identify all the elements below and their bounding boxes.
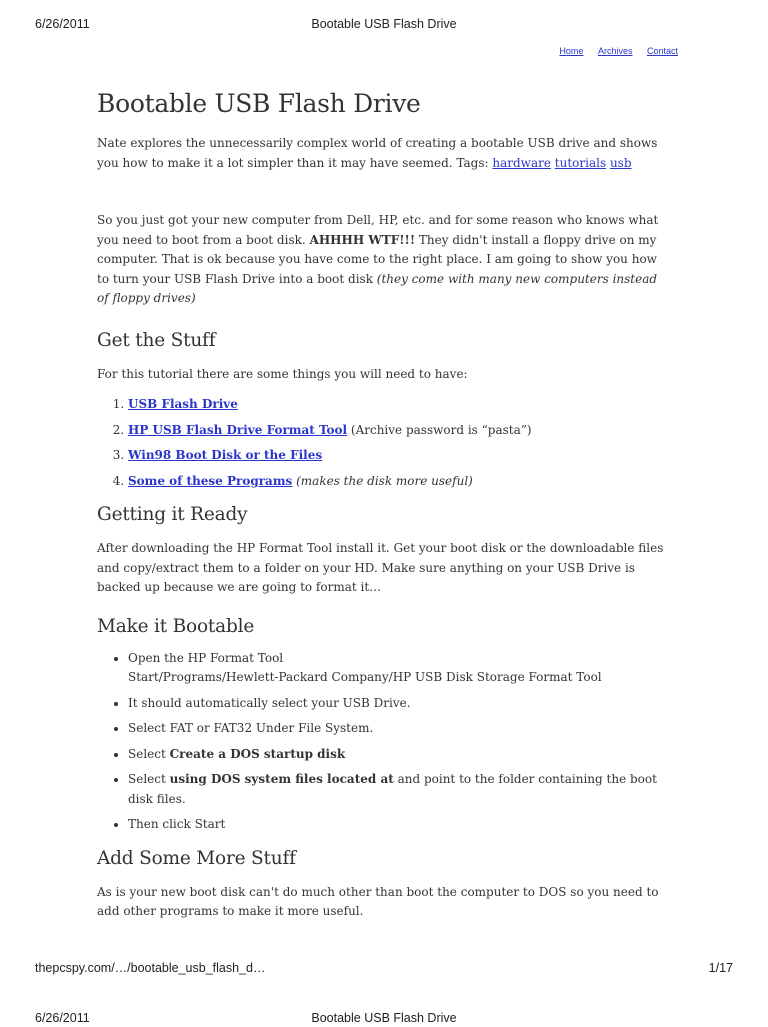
stuff-intro: For this tutorial there are some things you will need to have: bbox=[97, 366, 468, 381]
nav-home-link[interactable]: Home bbox=[559, 46, 584, 56]
print-title: Bootable USB Flash Drive bbox=[311, 1011, 457, 1025]
list-item bbox=[128, 446, 672, 466]
heading-get-the-stuff: Get the Stuff bbox=[97, 329, 216, 351]
step-text: It should automatically select your USB Drive. bbox=[128, 695, 411, 710]
step-text: Select FAT or FAT32 Under File System. bbox=[128, 721, 374, 735]
item-note: (makes the disk more useful) bbox=[292, 473, 473, 488]
bootable-steps bbox=[97, 649, 672, 835]
link-programs[interactable]: Some of these Programs bbox=[128, 473, 293, 488]
print-url: thepcspy.com/…/bootable_usb_flash_d… bbox=[35, 961, 266, 975]
heading-add-more-stuff: Add Some More Stuff bbox=[97, 847, 296, 869]
link-win98-boot-disk[interactable]: Win98 Boot Disk or the Files bbox=[128, 448, 323, 462]
list-item bbox=[128, 395, 672, 415]
step-bold: Create a DOS startup disk bbox=[169, 746, 346, 761]
step-text: Open the HP Format Tool bbox=[128, 650, 284, 665]
step-text: Select bbox=[128, 772, 170, 786]
list-item bbox=[128, 472, 672, 492]
step-text: Select bbox=[128, 746, 170, 761]
intro-text: Nate explores the unnecessarily complex world of creating a bootable USB drive and shows you how to make it a lot simpler than it may have seemed. Tags: bbox=[97, 136, 658, 170]
step-text: and point to the folder containing the boot disk files. bbox=[128, 772, 657, 806]
more-paragraph: As is your new boot disk can't do much other than boot the computer to DOS so you need to add other programs to make it more useful. bbox=[97, 884, 659, 918]
list-item bbox=[128, 745, 672, 765]
print-header-next-page bbox=[0, 1011, 768, 1027]
list-item bbox=[128, 694, 672, 714]
step-path: Start/Programs/Hewlett-Packard Company/HP USB Disk Storage Format Tool bbox=[128, 670, 602, 684]
link-hp-format-tool[interactable]: HP USB Flash Drive Format Tool bbox=[128, 422, 348, 437]
site-nav bbox=[547, 46, 678, 56]
list-item bbox=[128, 421, 672, 441]
ready-paragraph: After downloading the HP Format Tool install it. Get your boot disk or the downloadable files and copy/extract them to a folder on your HD. Make sure anything on your USB Drive is backed up because we are going to format it… bbox=[97, 541, 664, 594]
nav-archives-link[interactable]: Archives bbox=[597, 46, 633, 56]
heading-make-it-bootable: Make it Bootable bbox=[97, 615, 255, 637]
print-header bbox=[0, 17, 768, 33]
link-usb-flash-drive[interactable]: USB Flash Drive bbox=[128, 397, 238, 411]
p1-italic: (they come with many new computers instead of floppy drives) bbox=[97, 271, 658, 305]
print-title: Bootable USB Flash Drive bbox=[311, 17, 457, 31]
list-item bbox=[128, 815, 672, 835]
heading-getting-it-ready: Getting it Ready bbox=[97, 504, 248, 525]
article bbox=[97, 88, 672, 922]
article-intro bbox=[97, 134, 672, 173]
item-note: (Archive password is “pasta”) bbox=[347, 422, 532, 437]
print-date: 6/26/2011 bbox=[35, 1011, 90, 1025]
p1-text-b: They didn't install a floppy drive on my computer. That is ok because you have come to the right place. I am going to show you how to turn your USB Flash Drive into a boot disk bbox=[97, 232, 657, 286]
stuff-list bbox=[97, 395, 672, 491]
print-date: 6/26/2011 bbox=[35, 17, 90, 31]
print-page-number: 1/17 bbox=[708, 961, 733, 975]
tag-link-tutorials[interactable]: tutorials bbox=[554, 155, 607, 170]
print-footer bbox=[0, 961, 768, 977]
step-text: Then click Start bbox=[128, 817, 226, 831]
list-item bbox=[128, 649, 672, 688]
tag-link-hardware[interactable]: hardware bbox=[492, 155, 551, 170]
tag-link-usb[interactable]: usb bbox=[609, 155, 632, 170]
step-bold: using DOS system files located at bbox=[169, 772, 394, 786]
list-item bbox=[128, 719, 672, 739]
list-item bbox=[128, 770, 672, 809]
p1-bold: AHHHH WTF!!! bbox=[309, 232, 416, 247]
p1-text-a: So you just got your new computer from Dell, HP, etc. and for some reason who knows what you need to boot from a boot disk. bbox=[97, 213, 659, 247]
article-title: Bootable USB Flash Drive bbox=[97, 89, 421, 118]
opening-paragraph bbox=[97, 211, 672, 309]
nav-contact-link[interactable]: Contact bbox=[646, 46, 678, 56]
